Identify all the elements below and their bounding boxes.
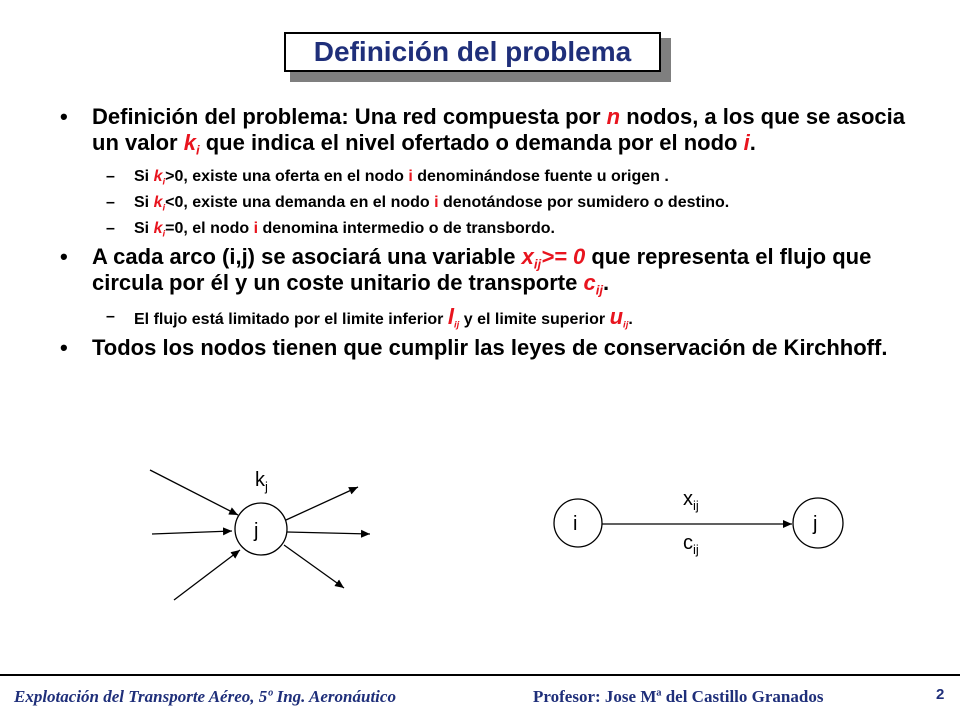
text-run: k: [183, 130, 196, 155]
text-run: >= 0: [541, 244, 586, 269]
node-i-circle: [554, 499, 602, 547]
text-run: k: [153, 220, 163, 237]
node-j-label: j: [813, 513, 818, 535]
text-run: A cada arco (i,j) se asociará una variable: [92, 244, 522, 269]
text-run: i: [434, 194, 439, 211]
subscript-text: ij: [453, 319, 460, 331]
text-run: c: [583, 270, 596, 295]
text-run: Definición del problema: Una red compuesta por: [92, 104, 607, 129]
subscript-text: i: [162, 202, 166, 214]
bullet-marker: •: [60, 104, 68, 129]
page-number: 2: [936, 686, 945, 703]
footer-course: Explotación del Transporte Aéreo, 5º Ing. Aeronáutico: [14, 687, 396, 706]
text-run: Si: [134, 194, 154, 211]
node-value-label: $k_j$: [255, 469, 268, 494]
incoming-arc: [150, 470, 238, 515]
sub-bullet-marker: –: [106, 308, 115, 325]
subscript-text: i: [162, 228, 166, 240]
text-run: .: [603, 270, 610, 295]
text-run: El flujo está limitado por el limite inferior: [134, 311, 448, 328]
subscript-text: ij: [623, 319, 629, 331]
subscript-text: i: [195, 142, 200, 158]
node-j-circle: [235, 503, 287, 555]
text-run: denominándose fuente u origen .: [412, 168, 669, 185]
text-run: denomina intermedio o de transbordo.: [258, 220, 555, 237]
subscript-text: ij: [533, 256, 542, 272]
text-run: >0, existe una oferta en el nodo: [165, 168, 409, 185]
subscript-text: i: [162, 176, 166, 188]
text-run: l: [447, 304, 454, 329]
text-run: denotándose por sumidero o destino.: [438, 194, 730, 211]
slide-title: Definición del problema: [284, 32, 661, 72]
text-run: Si: [134, 168, 154, 185]
text-run: y el limite superior: [459, 311, 610, 328]
footer-professor: Profesor: Jose Mª del Castillo Granados: [533, 687, 824, 706]
text-run: n: [606, 104, 621, 129]
sub-bullet-marker: –: [106, 194, 115, 211]
text-run: Todos los nodos tienen que cumplir las leyes de conservación de Kirchhoff.: [92, 335, 888, 360]
text-run: que indica el nivel ofertado o demanda por el nodo: [199, 130, 744, 155]
text-run: .: [749, 130, 756, 155]
footer-divider: [0, 674, 960, 676]
bullet-marker: •: [60, 244, 68, 269]
text-run: i: [253, 220, 259, 237]
text-run: .: [628, 311, 633, 328]
text-run: =0, el nodo: [165, 220, 254, 237]
text-run: i: [408, 168, 413, 185]
flow-variable-label: $x_{ij}$: [683, 488, 699, 513]
text-run: que representa el flujo que circula por él y un coste unitario de transporte: [92, 244, 872, 295]
text-run: Si: [134, 220, 154, 237]
node-j-circle: [793, 498, 843, 548]
node-j-label: j: [254, 520, 259, 542]
text-run: u: [609, 304, 624, 329]
outgoing-arc: [284, 545, 344, 588]
text-run: <0, existe una demanda en el nodo: [165, 194, 435, 211]
cost-label: $c_{ij}$: [683, 532, 699, 557]
text-run: x: [521, 244, 534, 269]
incoming-arc: [174, 550, 240, 600]
text-run: k: [153, 194, 163, 211]
arc-diagram: [554, 488, 843, 557]
bullet-marker: •: [60, 335, 68, 360]
text-run: k: [153, 168, 163, 185]
text-run: nodos, a los que se asocia un valor: [92, 104, 905, 155]
outgoing-arc: [287, 532, 370, 534]
subscript-text: ij: [595, 282, 604, 298]
incoming-arc: [152, 531, 232, 534]
sub-bullet-marker: –: [106, 220, 115, 237]
text-run: i: [743, 130, 750, 155]
node-i-label: i: [573, 513, 578, 535]
node-balance-diagram: [150, 469, 370, 600]
sub-bullet-marker: –: [106, 168, 115, 185]
outgoing-arc: [286, 487, 358, 520]
